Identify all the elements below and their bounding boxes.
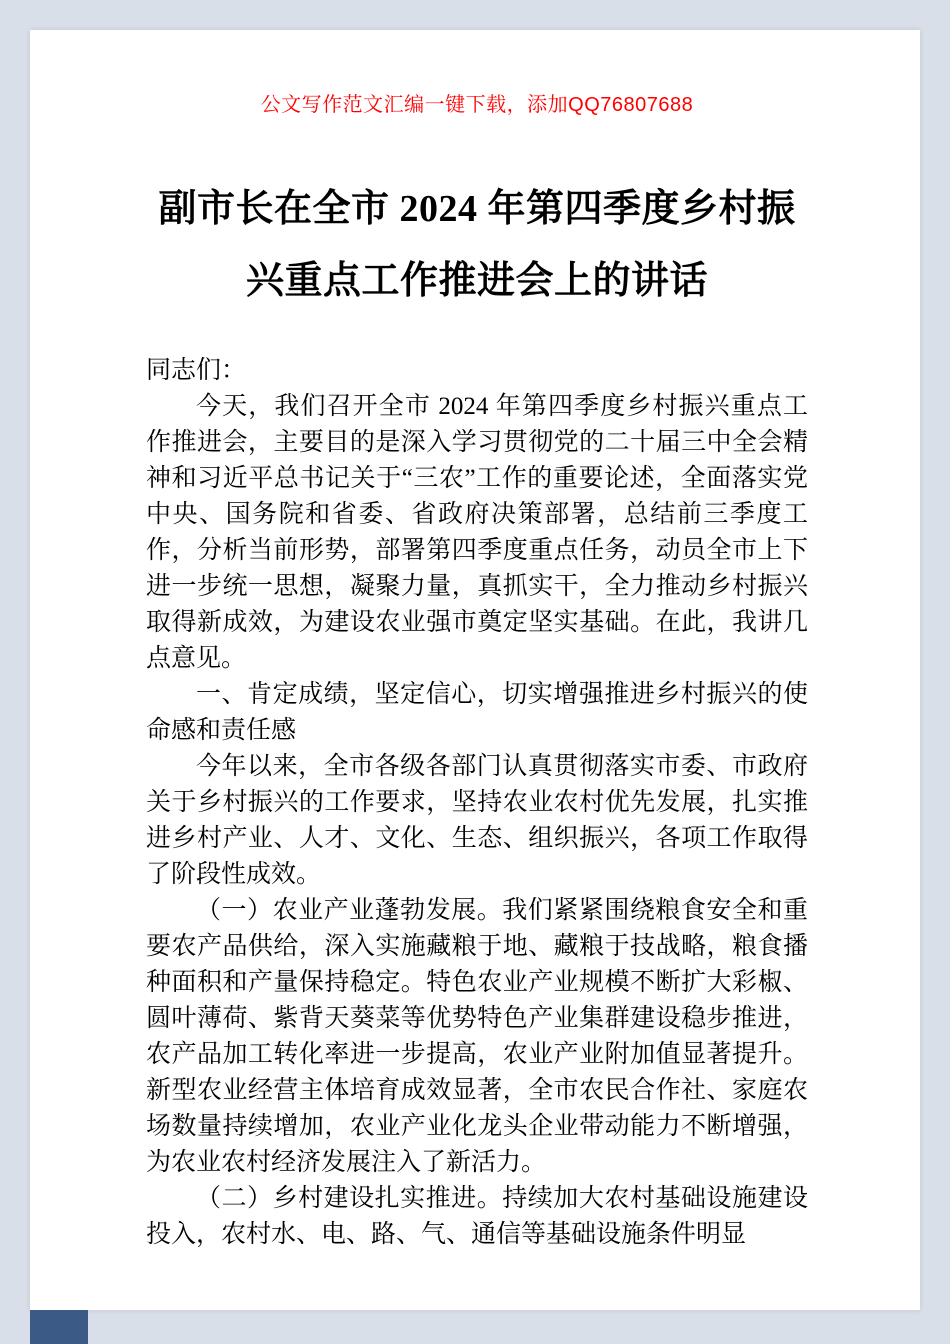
paragraph: （一）农业产业蓬勃发展。我们紧紧围绕粮食安全和重要农产品供给，深入实施藏粮于地、藏粮于技战略，粮食播种面积和产量保持稳定。特色农业产业规模不断扩大彩椒、圆叶薄荷、紫背天葵菜等优势特色产业集群建设稳步推进，农产品加工转化率进一步提高，农业产业附加值显著提升。新型农业经营主体培育成效显著，全市农民合作社、家庭农场数量持续增加，农业产业化龙头企业带动能力不断增强，为农业农村经济发展注入了新活力。 bbox=[146, 897, 808, 1176]
paragraph: 今年以来，全市各级各部门认真贯彻落实市委、市政府关于乡村振兴的工作要求，坚持农业农村优先发展，扎实推进乡村产业、人才、文化、生态、组织振兴，各项工作取得了阶段性成效。 bbox=[146, 753, 808, 888]
paragraph: （二）乡村建设扎实推进。持续加大农村基础设施建设投入，农村水、电、路、气、通信等基础设施条件明显 bbox=[146, 1185, 808, 1248]
document-page bbox=[30, 30, 920, 1310]
document-body bbox=[146, 353, 808, 1253]
paragraph: 一、肯定成绩，坚定信心，切实增强推进乡村振兴的使命感和责任感 bbox=[146, 681, 808, 744]
paragraph: 同志们： bbox=[146, 357, 247, 384]
paragraph: 今天，我们召开全市 2024 年第四季度乡村振兴重点工作推进会，主要目的是深入学习贯彻党的二十届三中全会精神和习近平总书记关于“三农”工作的重要论述，全面落实党中央、国务院和省委、省政府决策部署，总结前三季度工作，分析当前形势，部署第四季度重点任务，动员全市上下进一步统一思想，凝聚力量，真抓实干，全力推动乡村振兴取得新成效，为建设农业强市奠定坚实基础。在此，我讲几点意见。 bbox=[146, 393, 808, 672]
header-ad-notice: 公文写作范文汇编一键下载，添加QQ76807688 bbox=[260, 94, 694, 116]
next-page-edge bbox=[30, 1310, 88, 1344]
document-title: 副市长在全市 2024 年第四季度乡村振兴重点工作推进会上的讲话 bbox=[158, 188, 796, 302]
